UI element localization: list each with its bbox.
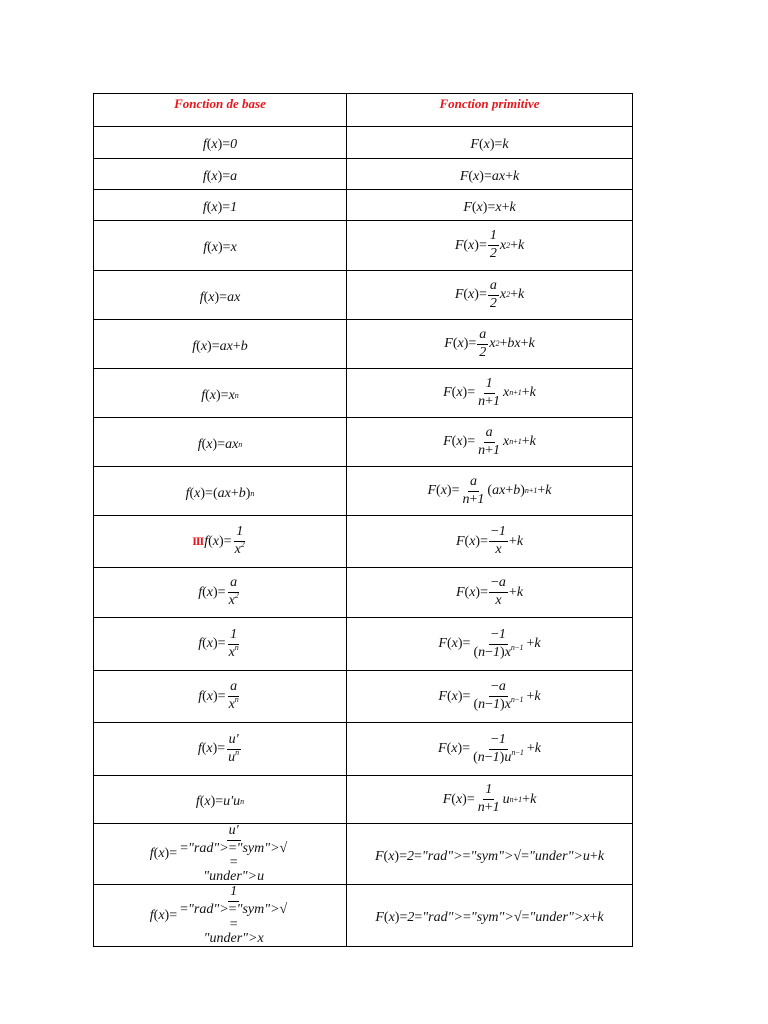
base-cell	[94, 271, 347, 320]
formula: f ( x ) = $\frac{u'}{u^n}$	[197, 731, 240, 765]
formula: f ( x ) = $\frac{a}{x^n}$	[198, 679, 239, 712]
base-cell	[94, 159, 347, 190]
table-row	[94, 723, 633, 776]
formula: f ( x ) = 1 ="rad">="sym">√ = "under">x	[149, 884, 288, 946]
primitive-cell	[347, 369, 633, 418]
table-row	[94, 467, 633, 516]
base-cell	[94, 776, 347, 824]
header-primitive-function: Fonction primitive	[347, 94, 633, 127]
base-cell	[94, 190, 347, 221]
formula: F ( x ) = ax + k	[459, 168, 520, 184]
base-cell	[94, 467, 347, 516]
base-cell	[94, 824, 347, 885]
formula: f ( x ) = x	[203, 240, 237, 255]
table-row	[94, 885, 633, 946]
table-row	[94, 618, 633, 671]
formula: F ( x ) = $\frac{a}{2}$ x 2 + k	[454, 277, 525, 311]
primitive-cell	[347, 776, 633, 824]
formula: f ( x ) = u' ="rad">="sym">√ = "under">u	[149, 823, 288, 885]
primitive-cell	[347, 467, 633, 516]
formula: f ( x ) = ax + b	[192, 338, 248, 354]
primitive-cell	[347, 190, 633, 221]
table-header-row	[94, 94, 633, 127]
table-row	[94, 320, 633, 369]
formula: f ( x ) = 1	[202, 199, 238, 215]
primitive-cell	[347, 568, 633, 618]
base-cell	[94, 516, 347, 568]
table-row	[94, 127, 633, 159]
formula: f ( x ) = ax n	[197, 436, 243, 452]
primitive-cell	[347, 516, 633, 568]
formula: f ( x ) = ax	[199, 289, 241, 305]
formula: f ( x ) = a	[202, 168, 238, 184]
primitive-cell	[347, 320, 633, 369]
formula: F ( x ) = $\frac{-a}{x}$ + k	[455, 575, 524, 608]
primitives-table	[93, 93, 633, 947]
formula: F ( x ) = $\frac{1}{2}$ x 2 + k	[454, 228, 525, 261]
formula: F ( x ) = x + k	[463, 199, 516, 215]
primitive-cell	[347, 221, 633, 271]
formula: F ( x ) = $\frac{-1}{(n-1)x^{n-1}}$ + k	[438, 626, 541, 660]
primitive-cell	[347, 671, 633, 723]
formula: F ( x ) = 2 = "rad"> = "sym">√ = "under">x + k	[375, 910, 604, 926]
base-cell	[94, 618, 347, 671]
formula: f ( x ) = x n	[201, 387, 239, 403]
base-cell	[94, 369, 347, 418]
base-cell	[94, 671, 347, 723]
formula: F ( x ) = 2 = "rad"> = "sym">√ = "under">u + k	[374, 848, 605, 864]
table-row	[94, 568, 633, 618]
table-row	[94, 776, 633, 824]
base-cell	[94, 723, 347, 776]
primitive-cell	[347, 271, 633, 320]
primitive-cell	[347, 824, 633, 885]
table-row	[94, 271, 633, 320]
base-cell	[94, 885, 347, 946]
formula: f ( x ) = 0	[202, 137, 238, 152]
table-row	[94, 671, 633, 723]
formula: f ( x ) = $\frac{1}{x^n}$	[198, 626, 239, 660]
base-cell	[94, 568, 347, 618]
formula: F ( x ) = k	[470, 137, 509, 152]
red-marker: III	[192, 534, 204, 548]
header-base-function: Fonction de base	[94, 94, 347, 127]
table-row	[94, 221, 633, 271]
formula: F ( x ) = $\frac{a}{n+1}$ ( ax + b ) n+1 + k	[427, 473, 552, 507]
formula: F ( x ) = $\frac{a}{2}$ x 2 + bx + k	[444, 326, 535, 360]
formula: f ( x ) = $\frac{a}{x^2}$	[198, 575, 239, 608]
table-row	[94, 159, 633, 190]
base-cell	[94, 127, 347, 159]
primitive-cell	[347, 723, 633, 776]
formula: F ( x ) = $\frac{-1}{(n-1)u^{n-1}}$ + k	[438, 731, 541, 765]
base-cell	[94, 418, 347, 467]
table-row	[94, 190, 633, 221]
formula: F ( x ) = $\frac{-a}{(n-1)x^{n-1}}$ + k	[438, 679, 541, 712]
table-row	[94, 369, 633, 418]
base-cell	[94, 320, 347, 369]
table-row	[94, 418, 633, 467]
base-cell	[94, 221, 347, 271]
formula: f ( x ) = $\frac{1}{x^2}$	[204, 524, 245, 557]
primitive-cell	[347, 159, 633, 190]
formula: f ( x ) = u'u n	[195, 794, 245, 809]
primitive-cell	[347, 885, 633, 946]
formula: F ( x ) = $\frac{a}{n+1}$ x n+1 + k	[443, 424, 536, 458]
formula: F ( x ) = $\frac{1}{n+1}$ x n+1 + k	[443, 375, 536, 409]
primitive-cell	[347, 618, 633, 671]
table-row	[94, 516, 633, 568]
table-row	[94, 824, 633, 885]
primitive-cell	[347, 418, 633, 467]
formula: F ( x ) = $\frac{-1}{x}$ + k	[455, 524, 524, 557]
primitive-cell	[347, 127, 633, 159]
formula: f ( x ) = ( ax + b ) n	[185, 485, 255, 501]
formula: F ( x ) = $\frac{1}{n+1}$ u n+1 + k	[442, 782, 537, 815]
